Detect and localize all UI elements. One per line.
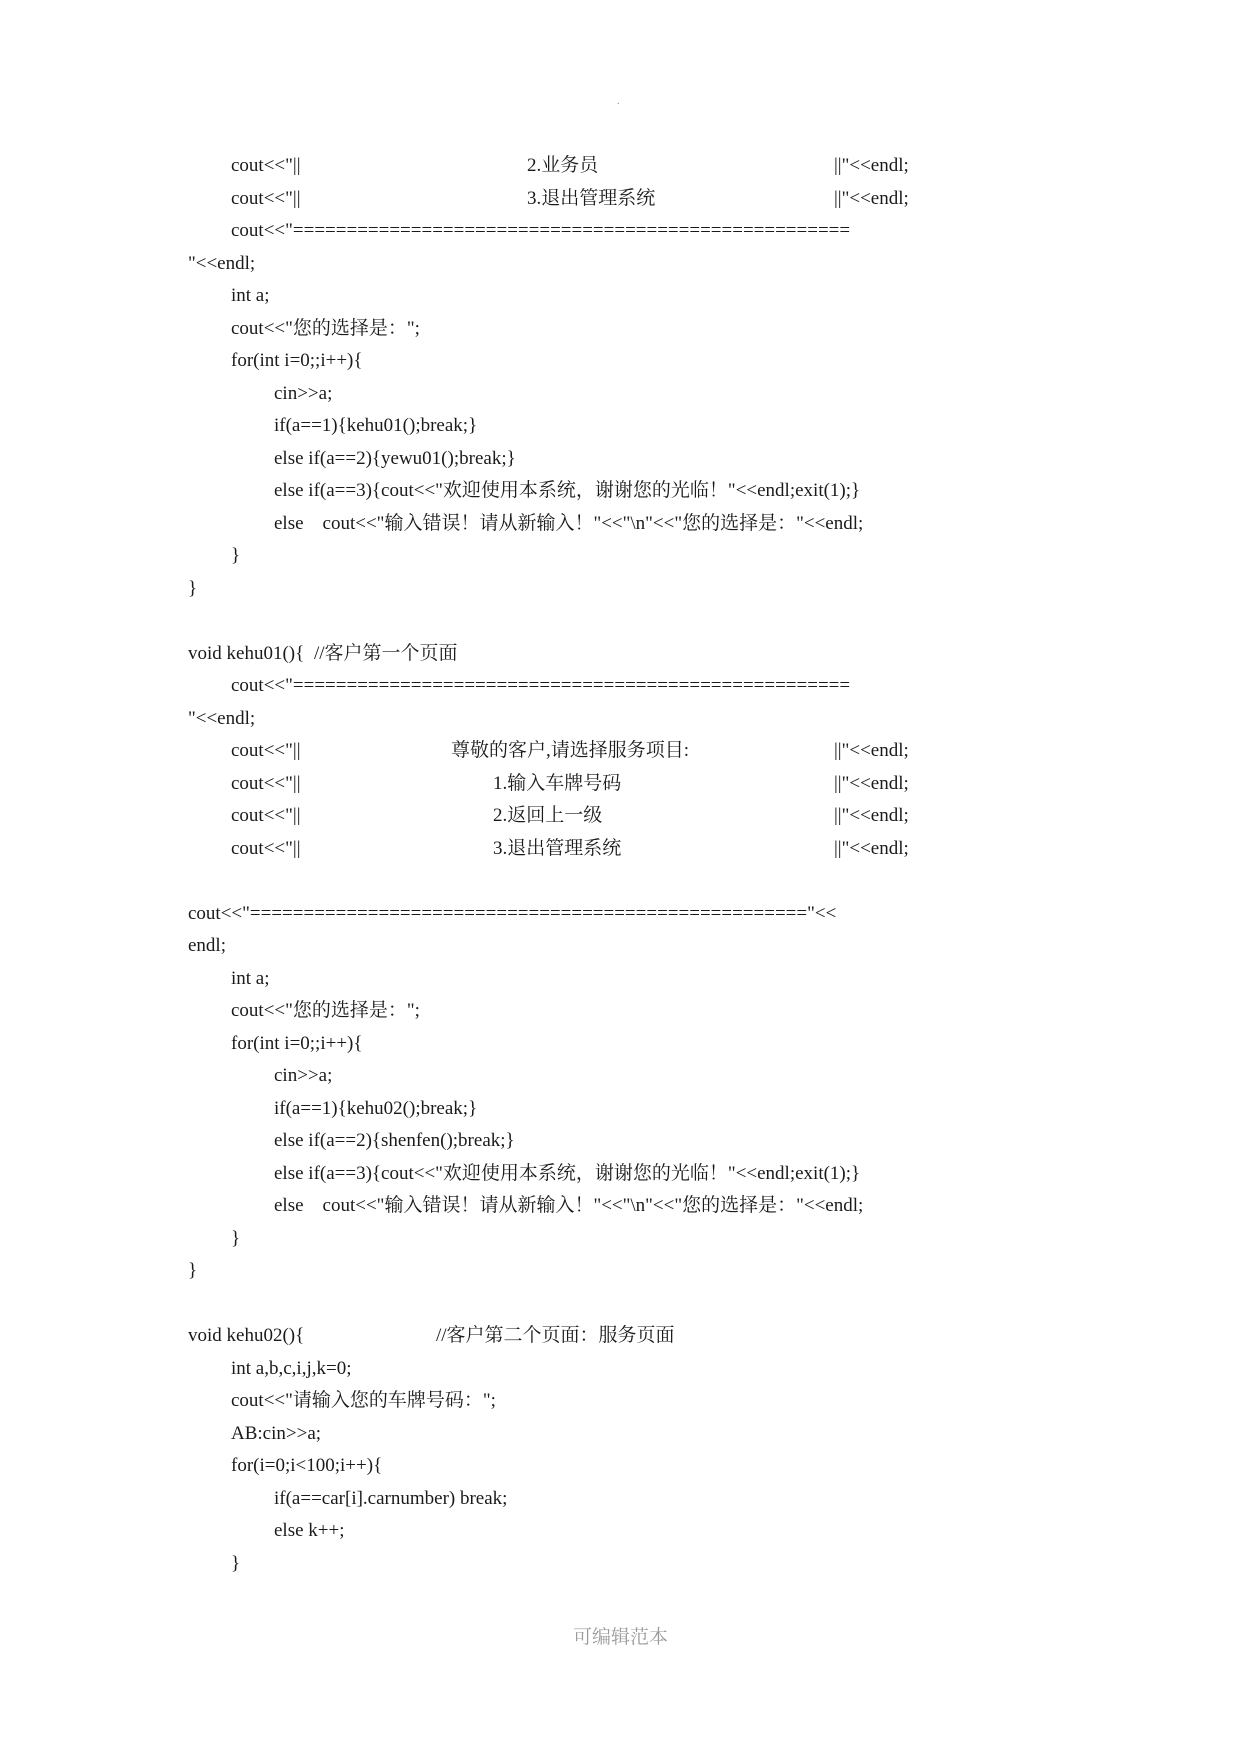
code-text: 2.业务员 bbox=[527, 155, 599, 176]
code-line bbox=[0, 345, 1241, 378]
code-text: "<<endl; bbox=[188, 252, 256, 274]
code-text: else cout<<"输入错误！请从新输入！"<<"\n"<<"您的选择是："<<endl; bbox=[274, 512, 864, 534]
code-line bbox=[0, 1548, 1241, 1581]
code-line bbox=[0, 313, 1241, 346]
code-text: ||"<<endl; bbox=[834, 740, 909, 761]
code-text: else if(a==2){yewu01();break;} bbox=[274, 447, 516, 469]
code-text: ||"<<endl; bbox=[834, 772, 909, 794]
code-line bbox=[0, 1255, 1241, 1288]
code-line bbox=[0, 410, 1241, 443]
code-line bbox=[0, 508, 1241, 541]
code-line bbox=[0, 1190, 1241, 1223]
code-text: ||"<<endl; bbox=[834, 155, 909, 176]
code-text: int a; bbox=[231, 967, 270, 989]
code-line bbox=[0, 930, 1241, 963]
code-text: cout<<"|| bbox=[231, 805, 301, 826]
code-line bbox=[0, 995, 1241, 1028]
code-text: "<<endl; bbox=[188, 707, 256, 729]
code-line bbox=[0, 1125, 1241, 1158]
code-line bbox=[0, 1288, 1241, 1321]
code-line bbox=[0, 443, 1241, 476]
code-text: } bbox=[231, 1227, 241, 1249]
code-text: cout<<"|| bbox=[231, 772, 301, 794]
code-line bbox=[0, 670, 1241, 703]
code-text: } bbox=[188, 577, 198, 599]
code-text: for(int i=0;;i++){ bbox=[231, 1032, 363, 1054]
code-text: cout<<"您的选择是："; bbox=[231, 317, 420, 339]
code-line bbox=[0, 573, 1241, 606]
code-line bbox=[0, 1418, 1241, 1451]
code-text: } bbox=[231, 545, 241, 566]
code-text: void kehu01(){ bbox=[188, 642, 305, 664]
code-line bbox=[0, 800, 1241, 833]
code-line bbox=[0, 963, 1241, 996]
code-text: cout<<"|| bbox=[231, 187, 301, 209]
code-line bbox=[0, 703, 1241, 736]
code-text: 3.退出管理系统 bbox=[527, 187, 656, 209]
code-line bbox=[0, 1353, 1241, 1386]
code-line bbox=[0, 1320, 1241, 1353]
code-text: cin>>a; bbox=[274, 1065, 333, 1086]
code-line bbox=[0, 150, 1241, 183]
code-text: cin>>a; bbox=[274, 382, 333, 404]
code-line bbox=[0, 605, 1241, 638]
code-text: void kehu02(){ bbox=[188, 1325, 305, 1346]
code-text: ||"<<endl; bbox=[834, 805, 909, 826]
code-text: cout<<"|| bbox=[231, 155, 301, 176]
code-line bbox=[0, 540, 1241, 573]
code-text: for(i=0;i<100;i++){ bbox=[231, 1455, 383, 1476]
code-text: if(a==1){kehu01();break;} bbox=[274, 415, 478, 436]
code-line bbox=[0, 475, 1241, 508]
code-line bbox=[0, 1028, 1241, 1061]
code-line bbox=[0, 378, 1241, 411]
code-text: cout<<"==================================================== bbox=[231, 675, 851, 696]
code-text: } bbox=[188, 1260, 198, 1281]
code-text: for(int i=0;;i++){ bbox=[231, 350, 363, 371]
code-line bbox=[0, 215, 1241, 248]
code-text: cout<<"请输入您的车牌号码："; bbox=[231, 1390, 496, 1411]
code-text: endl; bbox=[188, 935, 226, 956]
code-block bbox=[0, 150, 1241, 1580]
code-line bbox=[0, 1093, 1241, 1126]
code-line bbox=[0, 1223, 1241, 1256]
code-text: if(a==car[i].carnumber) break; bbox=[274, 1487, 508, 1509]
code-line bbox=[0, 1450, 1241, 1483]
code-line bbox=[0, 833, 1241, 866]
code-text: int a; bbox=[231, 285, 270, 306]
code-line bbox=[0, 1385, 1241, 1418]
code-line bbox=[0, 1158, 1241, 1191]
code-line bbox=[0, 638, 1241, 671]
code-line bbox=[0, 248, 1241, 281]
code-text: else k++; bbox=[274, 1520, 345, 1541]
code-text: AB:cin>>a; bbox=[231, 1422, 322, 1444]
code-text: else if(a==2){shenfen();break;} bbox=[274, 1130, 515, 1151]
code-line bbox=[0, 768, 1241, 801]
code-line bbox=[0, 183, 1241, 216]
code-text: 尊敬的客户,请选择服务项目: bbox=[451, 740, 690, 761]
code-text: 2.返回上一级 bbox=[493, 805, 603, 826]
code-line bbox=[0, 898, 1241, 931]
code-text: else if(a==3){cout<<"欢迎使用本系统，谢谢您的光临！"<<endl;exit(1);} bbox=[274, 480, 861, 501]
code-text: } bbox=[231, 1552, 241, 1574]
code-text: cout<<"===================================================="<< bbox=[188, 902, 837, 924]
code-line bbox=[0, 1060, 1241, 1093]
code-text: ||"<<endl; bbox=[834, 837, 909, 859]
code-text: //客户第二个页面：服务页面 bbox=[436, 1325, 675, 1346]
code-text: ||"<<endl; bbox=[834, 187, 909, 209]
code-line bbox=[0, 1515, 1241, 1548]
code-text: //客户第一个页面 bbox=[314, 642, 458, 664]
code-line bbox=[0, 735, 1241, 768]
code-text: cout<<"==================================================== bbox=[231, 220, 851, 241]
code-text: else if(a==3){cout<<"欢迎使用本系统，谢谢您的光临！"<<endl;exit(1);} bbox=[274, 1162, 861, 1184]
code-line bbox=[0, 1483, 1241, 1516]
code-text: cout<<"|| bbox=[231, 837, 301, 859]
code-text: 1.输入车牌号码 bbox=[493, 772, 622, 794]
header-dot: . bbox=[617, 96, 620, 107]
code-text: else cout<<"输入错误！请从新输入！"<<"\n"<<"您的选择是："<<endl; bbox=[274, 1195, 864, 1216]
code-text: 3.退出管理系统 bbox=[493, 837, 622, 859]
code-text: cout<<"您的选择是："; bbox=[231, 1000, 420, 1021]
code-text: cout<<"|| bbox=[231, 740, 301, 761]
footer-text: 可编辑范本 bbox=[572, 1627, 668, 1648]
code-line bbox=[0, 865, 1241, 898]
code-text: int a,b,c,i,j,k=0; bbox=[231, 1357, 352, 1379]
code-line bbox=[0, 280, 1241, 313]
code-text: if(a==1){kehu02();break;} bbox=[274, 1097, 478, 1119]
